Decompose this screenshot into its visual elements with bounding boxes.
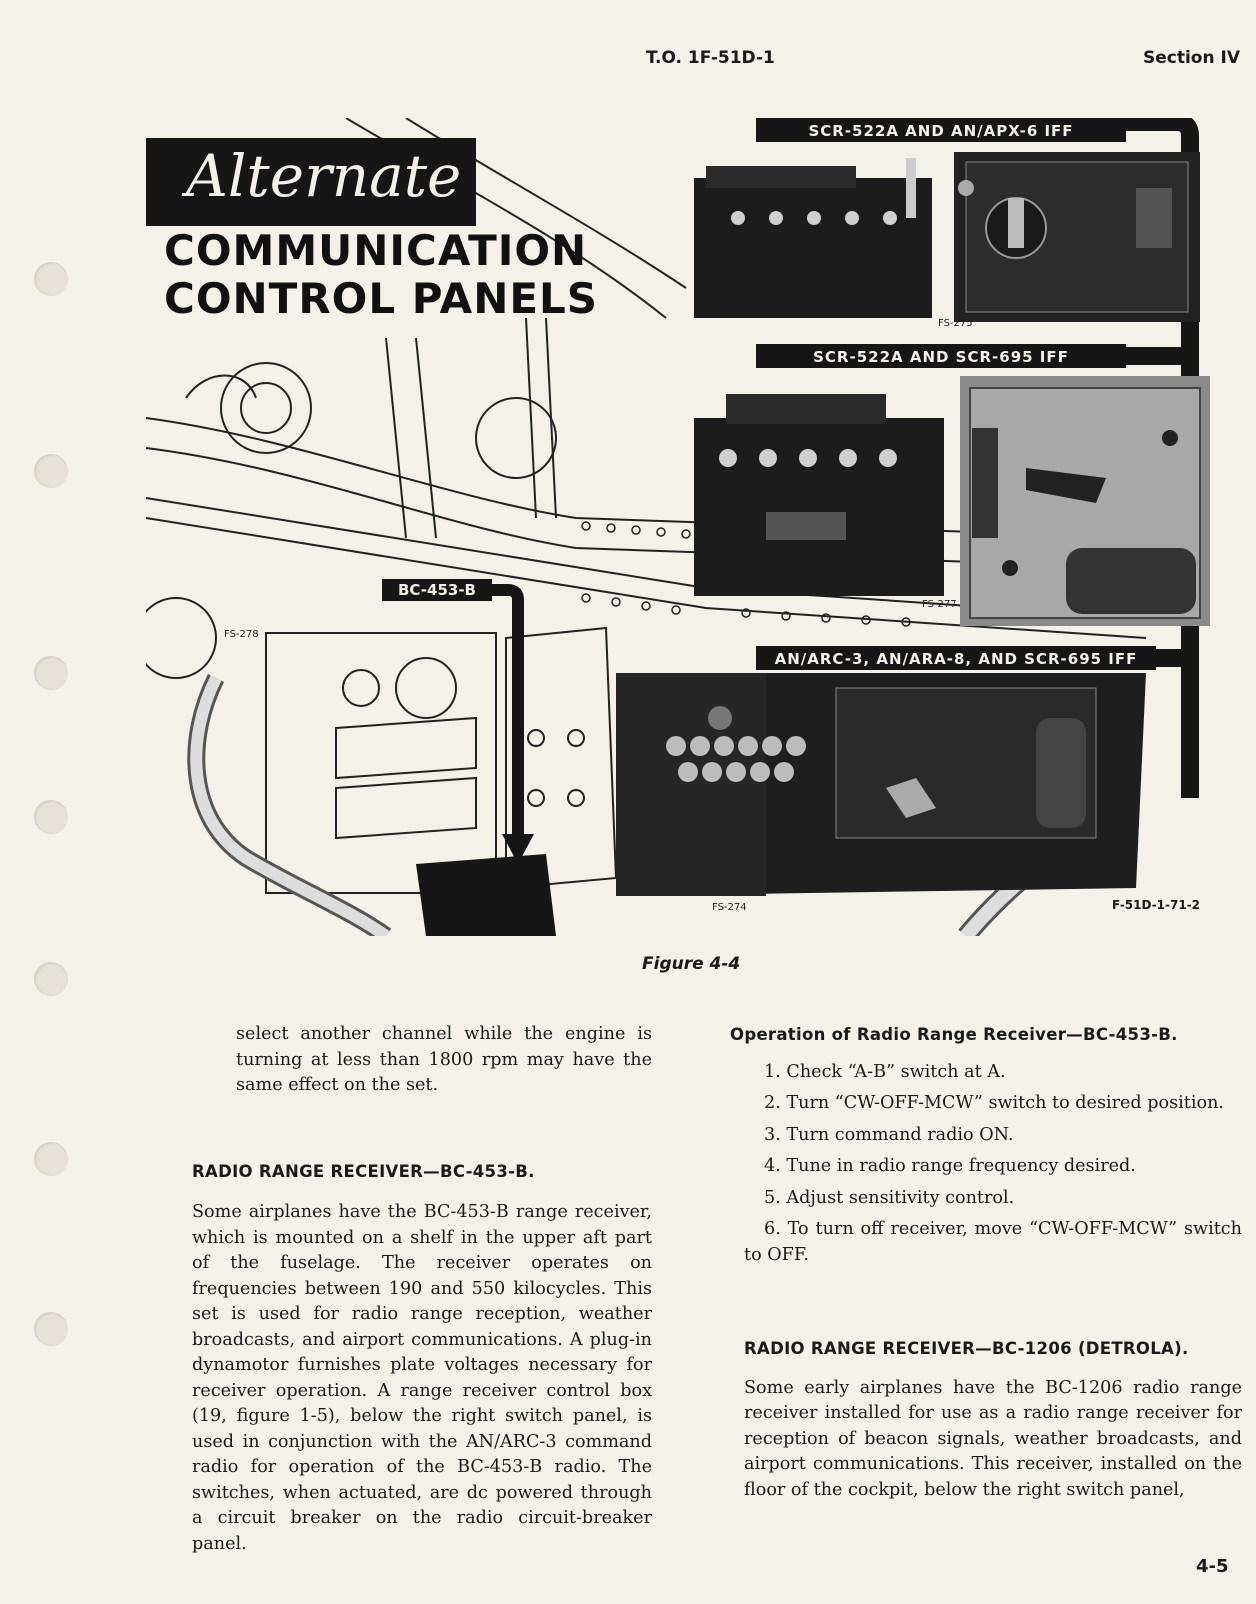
section-heading-bc1206: RADIO RANGE RECEIVER—BC-1206 (DETROLA). (744, 1339, 1189, 1358)
operation-steps (744, 1060, 1242, 1269)
title-banner (146, 138, 476, 226)
bc1206-paragraph: Some early airplanes have the BC-1206 radio range receiver installed for use as a radio range receiver for reception of beacon signals, weather broadcasts, and airport communications. This receiver, installed on the floor of the cockpit, below the right switch panel, (744, 1377, 1242, 1500)
step-item: 4. Tune in radio range frequency desired. (764, 1156, 1136, 1176)
binder-hole (34, 656, 68, 690)
panel-label-2: SCR-522A AND SCR-695 IFF (756, 344, 1126, 368)
fs-label-275: FS-275 (938, 318, 973, 329)
binder-hole (34, 800, 68, 834)
operation-heading: Operation of Radio Range Receiver—BC-453-B. (730, 1025, 1178, 1044)
bc453-paragraph: Some airplanes have the BC-453-B range receiver, which is mounted on a shelf in the upper aft part of the fuselage. The receiver operates on frequencies between 190 and 550 kilocycles. This set is used for radio range reception, weather broadcasts, and airport communications. A plug-in dynamotor furnishes plate voltages necessary for receiver operation. A range receiver control box (19, figure 1-5), below the right switch panel, is used in conjunction with the AN/ARC-3 command radio for operation of the BC-453-B radio. The switches, when actuated, are dc powered through a circuit breaker on the radio circuit-breaker panel. (192, 1202, 652, 1554)
receiver-label: BC-453-B (382, 579, 492, 601)
section-heading-bc453: RADIO RANGE RECEIVER—BC-453-B. (192, 1161, 535, 1181)
step-item: 1. Check “A-B” switch at A. (764, 1061, 1006, 1082)
right-column (730, 1022, 1242, 1503)
step-item: 2. Turn “CW-OFF-MCW” switch to desired position. (764, 1093, 1224, 1113)
title-line-2: CONTROL PANELS (164, 274, 599, 323)
left-column (192, 1022, 652, 1557)
binder-hole (34, 1142, 68, 1176)
figure-cockpit-illustration (146, 118, 1242, 936)
binder-hole (34, 262, 68, 296)
figure-caption: Figure 4-4 (642, 954, 741, 974)
binder-hole (34, 1312, 68, 1346)
title-script: Alternate (186, 142, 462, 210)
binder-hole (34, 454, 68, 488)
title-line-1: COMMUNICATION (164, 226, 588, 275)
intro-paragraph: select another channel while the engine is turning at less than 1800 rpm may have the same effect on the set. (236, 1024, 652, 1095)
binder-hole (34, 962, 68, 996)
to-number: T.O. 1F-51D-1 (646, 48, 775, 68)
panel-label-3: AN/ARC-3, AN/ARA-8, AND SCR-695 IFF (756, 646, 1156, 670)
step-item: 5. Adjust sensitivity control. (764, 1187, 1015, 1208)
fs-label-277: FS-277 (922, 599, 957, 610)
fs-label-274: FS-274 (712, 902, 747, 913)
step-item: 6. To turn off receiver, move “CW-OFF-MCW” switch to OFF. (744, 1219, 1242, 1265)
figure-id: F-51D-1-71-2 (1112, 898, 1201, 912)
page-number: 4-5 (1196, 1556, 1229, 1577)
fs-label-278: FS-278 (224, 629, 259, 640)
panel-label-1: SCR-522A AND AN/APX-6 IFF (756, 118, 1126, 142)
step-item: 3. Turn command radio ON. (764, 1124, 1014, 1145)
section-label: Section IV (1143, 48, 1240, 68)
